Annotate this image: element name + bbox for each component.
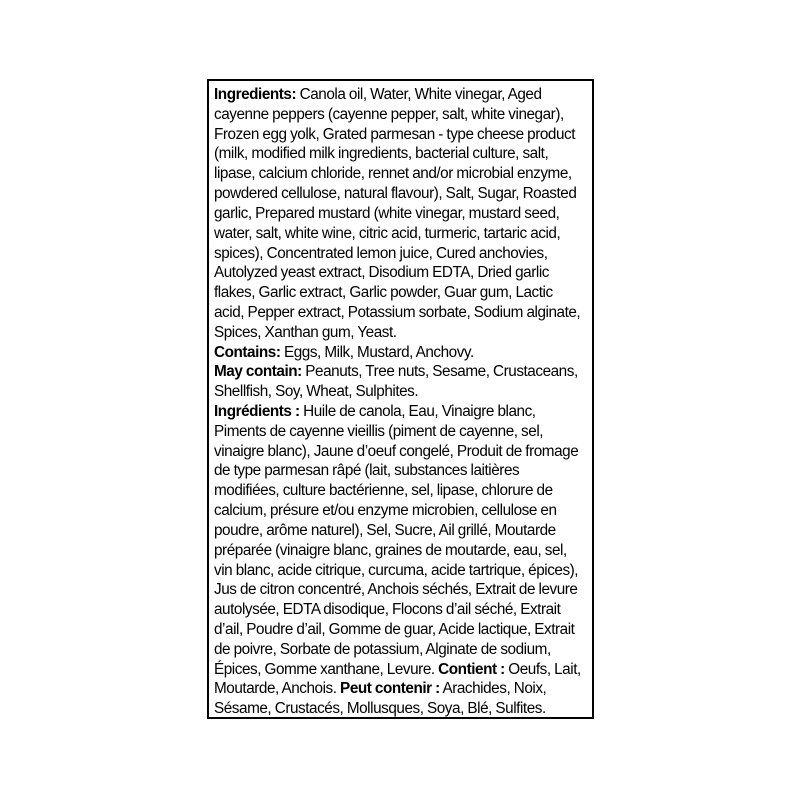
en-contains-text: Eggs, Milk, Mustard, Anchovy.	[280, 343, 474, 361]
en-may-contain-line: Shellfish, Soy, Wheat, Sulphites.	[214, 383, 419, 401]
fr-ingredients-line: autolysée, EDTA disodique, Flocons d’ail séché, Extrait	[214, 601, 561, 619]
fr-contains-may-contain-line	[214, 679, 586, 699]
en-may-contain-heading: May contain:	[214, 363, 302, 381]
fr-contains-heading: Contient :	[434, 660, 505, 678]
en-ingredients-line: spices), Concentrated lemon juice, Cured anchovies,	[214, 244, 548, 262]
fr-may-contain-heading: Peut contenir :	[336, 680, 440, 698]
fr-ingredients-line: préparée (vinaigre blanc, graines de moutarde, eau, sel,	[214, 541, 567, 559]
fr-may-contain-line: Sésame, Crustacés, Mollusques, Soya, Blé, Sulfites.	[214, 700, 546, 718]
fr-ingredients-text: Épices, Gomme xanthane, Levure.	[214, 660, 435, 678]
en-ingredients-line: cayenne peppers (cayenne pepper, salt, white vinegar),	[214, 105, 564, 123]
en-may-contain-text: Peanuts, Tree nuts, Sesame, Crustaceans,	[301, 363, 578, 381]
fr-may-contain-text: Arachides, Noix,	[439, 680, 547, 698]
fr-ingredients-line: modifiées, culture bactérienne, sel, lipase, chlorure de	[214, 482, 553, 500]
fr-contains-text: Moutarde, Anchois.	[214, 680, 337, 698]
en-ingredients-line: Autolyzed yeast extract, Disodium EDTA, Dried garlic	[214, 264, 549, 282]
fr-ingredients-line: de type parmesan râpé (lait, substances laitières	[214, 462, 520, 480]
fr-contains-text: Oeufs, Lait,	[504, 660, 581, 678]
en-ingredients-line: acid, Pepper extract, Potassium sorbate, Sodium alginate,	[214, 303, 581, 321]
fr-ingredients-line: calcium, présure et/ou enzyme microbien, cellulose en	[214, 502, 557, 520]
fr-ingredients-line	[214, 402, 586, 422]
en-ingredients-line: powdered cellulose, natural flavour), Salt, Sugar, Roasted	[214, 185, 577, 203]
en-ingredients-line: (milk, modified milk ingredients, bacterial culture, salt,	[214, 145, 549, 163]
en-ingredients-line: lipase, calcium chloride, rennet and/or microbial enzyme,	[214, 165, 572, 183]
en-ingredients-line: water, salt, white wine, citric acid, turmeric, tartaric acid,	[214, 224, 561, 242]
fr-ingredients-line: Jus de citron concentré, Anchois séchés, Extrait de levure	[214, 581, 578, 599]
fr-ingredients-line: poudre, arôme naturel), Sel, Sucre, Ail grillé, Moutarde	[214, 521, 556, 539]
ingredients-label-panel	[207, 79, 594, 719]
fr-ingredients-line: d’ail, Poudre d’ail, Gomme de guar, Acide lactique, Extrait	[214, 620, 575, 638]
en-may-contain-line	[214, 362, 586, 382]
en-ingredients-line: flakes, Garlic extract, Garlic powder, Guar gum, Lactic	[214, 284, 553, 302]
en-ingredients-line: garlic, Prepared mustard (white vinegar, mustard seed,	[214, 204, 560, 222]
fr-ingredients-line: de poivre, Sorbate de potassium, Alginate de sodium,	[214, 640, 551, 658]
en-contains-heading: Contains:	[214, 343, 281, 361]
fr-ingredients-line: vin blanc, acide citrique, curcuma, acide tartrique, épices),	[214, 561, 579, 579]
en-contains-line	[214, 343, 586, 363]
fr-ingredients-line: vinaigre blanc), Jaune d’oeuf congelé, Produit de fromage	[214, 442, 579, 460]
fr-ingredients-heading: Ingrédients :	[214, 403, 300, 420]
en-ingredients-text: Canola oil, Water, White vinegar, Aged	[296, 86, 542, 103]
en-ingredients-heading: Ingredients:	[214, 86, 297, 103]
en-ingredients-line: Spices, Xanthan gum, Yeast.	[214, 323, 397, 341]
en-ingredients-line	[214, 85, 586, 105]
en-ingredients-line: Frozen egg yolk, Grated parmesan - type cheese product	[214, 125, 576, 143]
fr-ingredients-contains-line	[214, 660, 586, 680]
fr-ingredients-text: Huile de canola, Eau, Vinaigre blanc,	[299, 403, 536, 420]
fr-ingredients-line: Piments de cayenne vieillis (piment de cayenne, sel,	[214, 422, 544, 440]
